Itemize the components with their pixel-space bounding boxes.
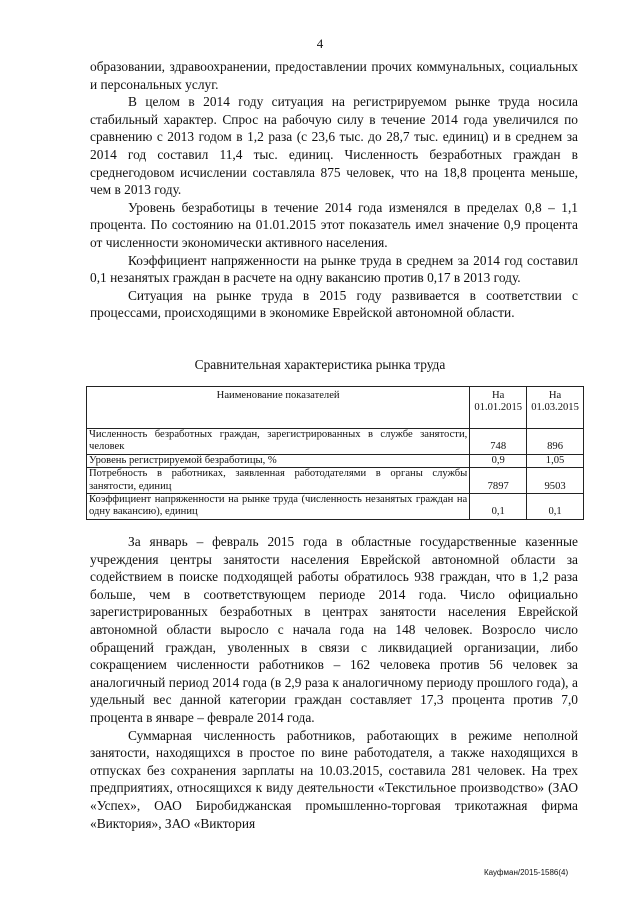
table-title: Сравнительная характеристика рынка труда <box>194 357 446 372</box>
table-cell: Коэффициент напряженности на рынке труда (численность незанятых граждан на одну вакансию), единиц <box>87 494 470 520</box>
labor-market-table <box>86 386 584 520</box>
table-header: На 01.03.2015 <box>527 387 584 429</box>
table-cell: Потребность в работниках, заявленная работодателями в органы службы занятости, единиц <box>87 468 470 494</box>
table-cell: 896 <box>527 429 584 455</box>
table-cell: 9503 <box>527 468 584 494</box>
table-cell: Уровень регистрируемой безработицы, % <box>87 454 470 467</box>
table-header-row <box>87 387 584 429</box>
table-row <box>87 454 584 467</box>
table-cell: 0,1 <box>470 494 527 520</box>
bottom-text <box>90 533 578 832</box>
top-text <box>90 58 578 322</box>
paragraph: Суммарная численность работников, работающих в режиме неполной занятости, находящихся в простое по вине работодателя, а также находящихся в отпусках без сохранения зарплаты на 10.03.2015, составила 281 человек. На трех предприятиях, относящихся к виду деятельности «Текстильное производство» (ЗАО «Успех», ОАО Биробиджанская промышленно-торговая трикотажная фирма «Виктория», ЗАО «Виктория <box>90 727 578 831</box>
paragraph: За январь – февраль 2015 года в областные государственные казенные учреждения центры занятости населения Еврейской автономной области за содействием в поиске подходящей работы обратилось 938 граждан, что в 1,2 раза больше, чем в соответствующем периоде 2014 года. Число официально зарегистрированных безработных в центрах занятости населения Еврейской автономной области выросло с начала года на 148 человек. Возросло число обращений граждан, уволенных в связи с ликвидацией организации, либо сокращением численности работников – 162 человека против 56 человек за аналогичный период 2014 года (в 2,9 раза к аналогичному периоду прошлого года), а удельный вес данной категории граждан составляет 17,3 процента против 7,0 процента в январе – феврале 2014 года. <box>90 534 578 725</box>
paragraph: Ситуация на рынке труда в 2015 году развивается в соответствии с процессами, происходящими в экономике Еврейской автономной области. <box>90 287 578 321</box>
table-row <box>87 494 584 520</box>
paragraph: Коэффициент напряженности на рынке труда в среднем за 2014 год составил 0,1 незанятых граждан в расчете на одну вакансию против 0,17 в 2013 году. <box>90 252 578 286</box>
document-footer: Кауфман/2015-1586(4) <box>484 868 569 877</box>
table-cell: 1,05 <box>527 454 584 467</box>
table-cell: 748 <box>470 429 527 455</box>
table-cell: 7897 <box>470 468 527 494</box>
table-cell: 0,9 <box>470 454 527 467</box>
page-number: 4 <box>316 36 324 51</box>
paragraph: образовании, здравоохранении, предоставлении прочих коммунальных, социальных и персональных услуг. <box>90 59 578 92</box>
table-header: Наименование показателей <box>87 387 470 429</box>
table-row <box>87 429 584 455</box>
paragraph: В целом в 2014 году ситуация на регистрируемом рынке труда носила стабильный характер. Спрос на рабочую силу в течение 2014 года увеличился по сравнению с 2013 годом в 1,2 раза (с 23,6 тыс. до 28,7 тыс. единиц) и в среднем за 2014 год составил 11,4 тыс. единиц. Численность безработных граждан в среднегодовом исчислении составляла 875 человек, что на 18,8 процента меньше, чем в 2013 году. <box>90 94 578 198</box>
table-row <box>87 468 584 494</box>
table-cell: 0,1 <box>527 494 584 520</box>
table-cell: Численность безработных граждан, зарегистрированных в службе занятости, человек <box>87 429 470 455</box>
paragraph: Уровень безработицы в течение 2014 года изменялся в пределах 0,8 – 1,1 процента. По состоянию на 01.01.2015 этот показатель имел значение 0,9 процента от численности экономически активного населения. <box>90 199 578 250</box>
table-header: На 01.01.2015 <box>470 387 527 429</box>
